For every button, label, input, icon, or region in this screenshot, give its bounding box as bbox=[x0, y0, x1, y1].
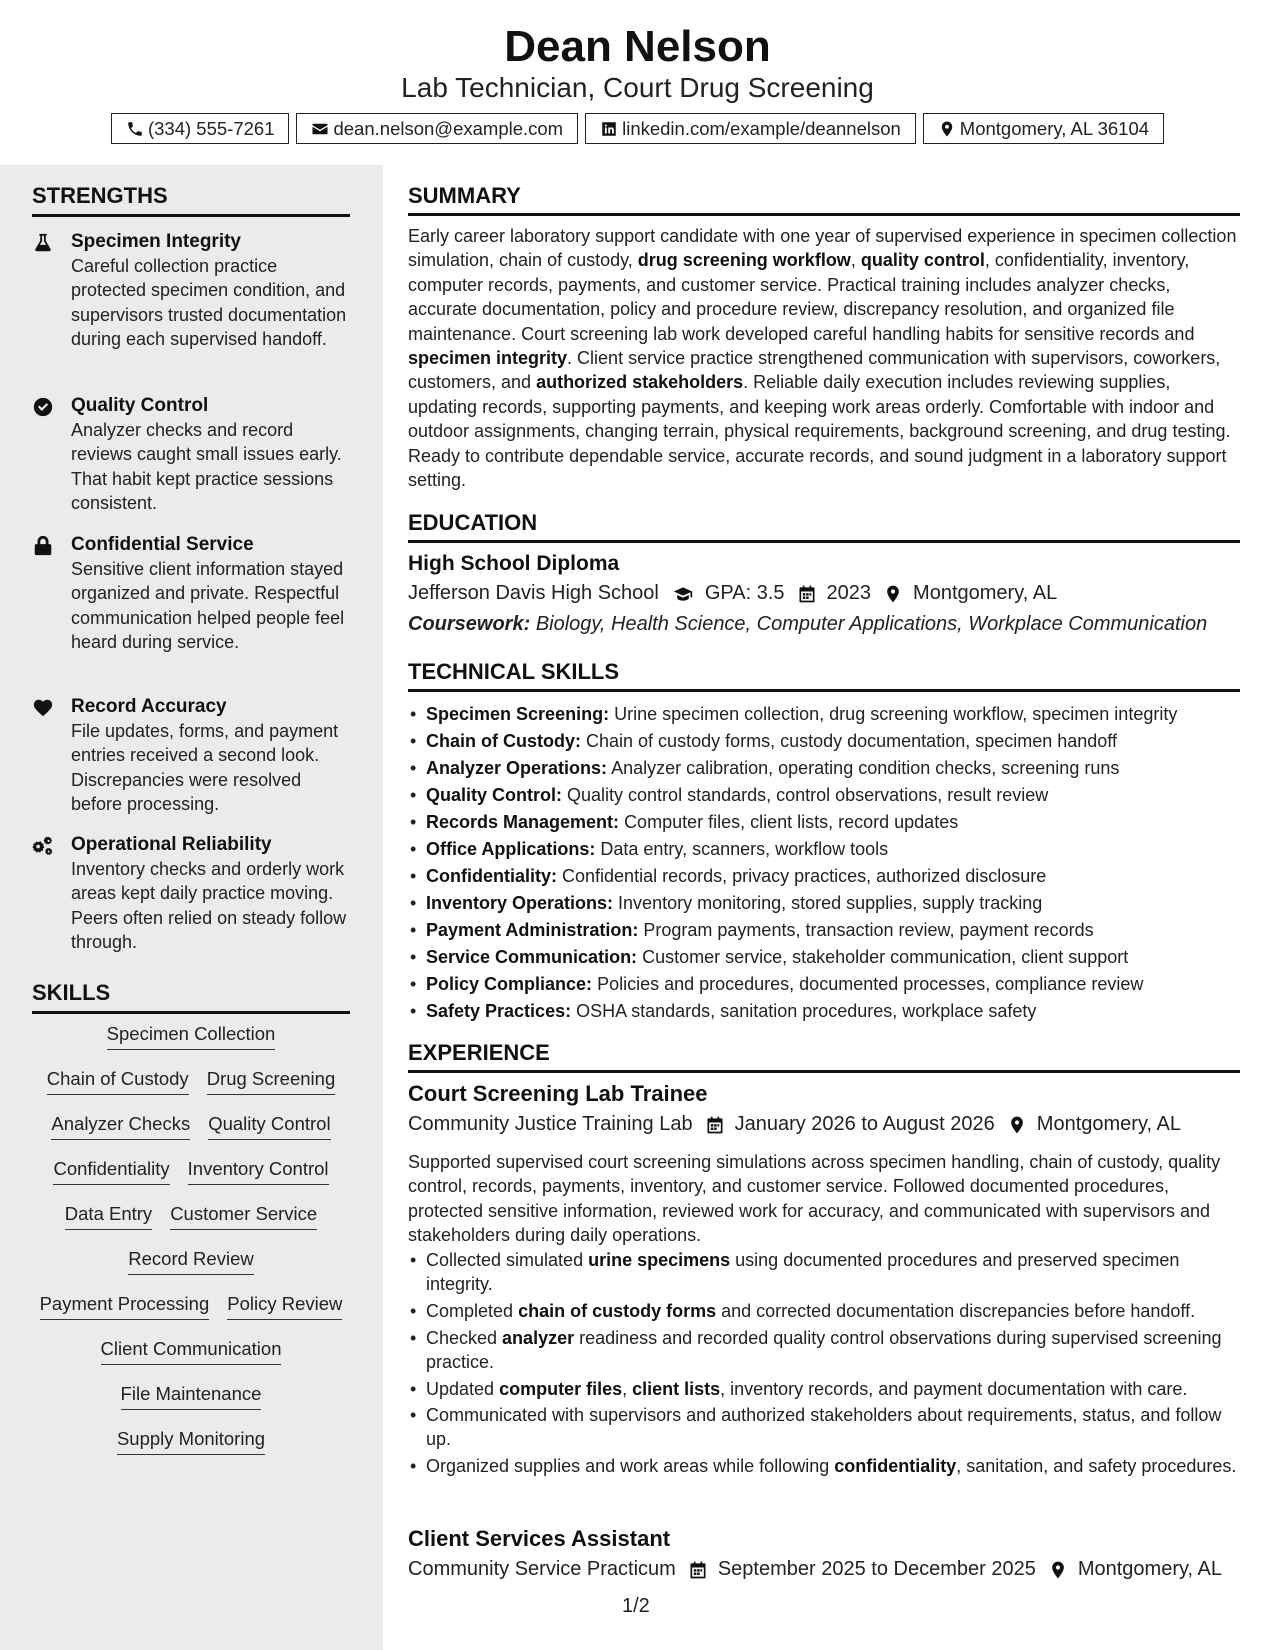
contact-email[interactable] bbox=[296, 113, 578, 144]
skill-label: Quality Control: bbox=[426, 785, 562, 805]
bullet-emphasis: analyzer bbox=[502, 1327, 575, 1348]
list-item bbox=[408, 836, 1240, 863]
list-item bbox=[408, 944, 1240, 971]
skill-detail: OSHA standards, sanitation procedures, workplace safety bbox=[576, 1001, 1037, 1021]
contact-bar bbox=[0, 113, 1275, 144]
list-item bbox=[408, 917, 1240, 944]
bullet-text: Completed bbox=[426, 1300, 519, 1321]
bullet-emphasis: computer files bbox=[499, 1378, 623, 1399]
summary-segment: Early career laboratory support candidate with one year of supervised experience in specimen collection simulation, chain of custody, bbox=[408, 226, 1237, 271]
page-number: 1/2 bbox=[622, 1595, 650, 1617]
skill-label: Specimen Screening: bbox=[426, 704, 610, 724]
skill-label: Confidentiality: bbox=[426, 866, 557, 886]
strength-item bbox=[32, 532, 357, 655]
list-item bbox=[408, 1326, 1240, 1374]
skill-label: Policy Compliance: bbox=[426, 974, 593, 994]
summary-segment: . Client service practice strengthened communication with supervisors, coworkers, customers, and bbox=[408, 348, 1221, 393]
strength-desc: Analyzer checks and record reviews caught small issues early. That habit kept practice sessions consistent. bbox=[71, 420, 342, 514]
job-meta bbox=[408, 1558, 1222, 1581]
skill-detail: Customer service, stakeholder communication, client support bbox=[642, 947, 1129, 967]
education-meta bbox=[408, 582, 1057, 605]
job-title: Client Services Assistant bbox=[408, 1526, 671, 1551]
skill-tags bbox=[20, 1022, 362, 1472]
contact-phone[interactable] bbox=[111, 113, 290, 144]
list-item bbox=[408, 1248, 1240, 1296]
bullet-emphasis: urine specimens bbox=[588, 1250, 731, 1270]
list-item bbox=[408, 755, 1240, 782]
skill-detail: Policies and procedures, documented processes, compliance review bbox=[597, 974, 1144, 994]
summary-segment: , confidentiality, inventory, computer records, payments, and customer service. Practical training includes analyzer checks, accurate documentation, policy and procedure review, discrepancy resolution, and organized file maintenance. Court screening lab work developed careful handling habits for sensitive records and bbox=[408, 250, 1195, 344]
list-item bbox=[408, 890, 1240, 917]
bullet-emphasis: chain of custody forms bbox=[518, 1300, 717, 1321]
strength-title: Confidential Service bbox=[71, 534, 254, 555]
job-dates: January 2026 to August 2026 bbox=[734, 1113, 995, 1135]
coursework-list: Biology, Health Science, Computer Applications, Workplace Communication bbox=[535, 613, 1208, 635]
map-pin-icon bbox=[883, 584, 903, 604]
job-location: Montgomery, AL bbox=[1077, 1558, 1222, 1580]
technical-skills-list bbox=[408, 701, 1240, 1025]
bullet-emphasis: client lists bbox=[632, 1378, 721, 1399]
strength-item bbox=[32, 229, 357, 352]
skill-tag: Drug Screening bbox=[207, 1067, 336, 1095]
skills-heading: SKILLS bbox=[32, 980, 350, 1014]
strength-item bbox=[32, 832, 357, 955]
skill-label: Inventory Operations: bbox=[426, 893, 614, 913]
job-bullets bbox=[408, 1248, 1240, 1481]
lock-icon bbox=[32, 535, 54, 557]
flask-icon bbox=[32, 232, 54, 254]
skill-detail: Urine specimen collection, drug screening workflow, specimen integrity bbox=[614, 704, 1178, 724]
linkedin-icon bbox=[600, 120, 618, 138]
list-item bbox=[408, 1403, 1240, 1451]
list-item bbox=[408, 701, 1240, 728]
strength-title: Specimen Integrity bbox=[71, 231, 241, 252]
summary-emphasis: authorized stakeholders bbox=[536, 372, 744, 393]
gears-icon bbox=[32, 835, 54, 857]
list-item bbox=[408, 728, 1240, 755]
summary-segment: , bbox=[850, 250, 861, 271]
job-summary: Supported supervised court screening simulations across specimen handling, chain of custody, quality control, records, payments, inventory, and customer service. Followed documented procedures, protected sensitive information, reviewed work for accuracy, and communicated with supervisors and stakeholders during daily operations. bbox=[408, 1152, 1221, 1246]
gpa: GPA: 3.5 bbox=[704, 582, 785, 604]
bullet-text: using documented procedures and preserved specimen integrity. bbox=[426, 1250, 1180, 1295]
strength-desc: Inventory checks and orderly work areas kept daily practice moving. Peers often relied on steady follow through. bbox=[71, 859, 347, 953]
summary-emphasis: drug screening workflow bbox=[637, 250, 851, 271]
graduation-cap-icon bbox=[671, 584, 695, 604]
check-circle-icon bbox=[32, 396, 54, 418]
skill-row bbox=[20, 1247, 362, 1292]
list-item bbox=[408, 809, 1240, 836]
skill-tag: Record Review bbox=[128, 1247, 253, 1275]
bullet-text: , inventory records, and payment documentation with care. bbox=[720, 1378, 1188, 1399]
skill-label: Service Communication: bbox=[426, 947, 638, 967]
strength-item bbox=[32, 393, 357, 516]
skill-label: Chain of Custody: bbox=[426, 731, 581, 751]
bullet-text: Communicated with supervisors and authorized stakeholders about requirements, status, and follow up. bbox=[426, 1405, 1222, 1450]
skill-tag: Analyzer Checks bbox=[51, 1112, 190, 1140]
bullet-emphasis: confidentiality bbox=[834, 1456, 957, 1477]
skill-row bbox=[20, 1337, 362, 1382]
job-location: Montgomery, AL bbox=[1036, 1113, 1181, 1135]
summary-text bbox=[408, 224, 1240, 492]
calendar-icon bbox=[705, 1115, 725, 1135]
strength-desc: Careful collection practice protected specimen condition, and supervisors trusted documentation during each supervised handoff. bbox=[71, 256, 347, 350]
skill-tag: Client Communication bbox=[101, 1337, 282, 1365]
skill-tag: Inventory Control bbox=[188, 1157, 329, 1185]
strength-title: Record Accuracy bbox=[71, 696, 227, 717]
strength-desc: File updates, forms, and payment entries received a second look. Discrepancies were resolved before processing. bbox=[71, 721, 339, 815]
list-item bbox=[408, 1299, 1240, 1323]
experience-heading: EXPERIENCE bbox=[408, 1040, 1240, 1073]
bullet-text: and corrected documentation discrepancies before handoff. bbox=[716, 1300, 1196, 1321]
strength-title: Operational Reliability bbox=[71, 834, 272, 855]
skill-detail: Data entry, scanners, workflow tools bbox=[600, 839, 889, 859]
skill-tag: Data Entry bbox=[65, 1202, 152, 1230]
map-pin-icon bbox=[1007, 1115, 1027, 1135]
candidate-name: Dean Nelson bbox=[504, 22, 771, 71]
skill-tag: File Maintenance bbox=[121, 1382, 262, 1410]
strength-title: Quality Control bbox=[71, 395, 209, 416]
location-text: Montgomery, AL 36104 bbox=[959, 117, 1150, 139]
skill-detail: Confidential records, privacy practices, authorized disclosure bbox=[562, 866, 1047, 886]
bullet-text: , sanitation, and safety procedures. bbox=[956, 1456, 1237, 1477]
skill-detail: Quality control standards, control observations, result review bbox=[567, 785, 1049, 805]
skill-tag: Customer Service bbox=[170, 1202, 317, 1230]
skill-row bbox=[20, 1382, 362, 1427]
skill-label: Records Management: bbox=[426, 812, 620, 832]
bullet-text: , bbox=[622, 1378, 633, 1399]
candidate-title: Lab Technician, Court Drug Screening bbox=[401, 72, 874, 103]
skill-row bbox=[20, 1427, 362, 1472]
education-location: Montgomery, AL bbox=[913, 582, 1058, 604]
calendar-icon bbox=[797, 584, 817, 604]
skill-detail: Computer files, client lists, record updates bbox=[624, 812, 959, 832]
skill-tag: Specimen Collection bbox=[107, 1022, 276, 1050]
phone-text: (334) 555-7261 bbox=[147, 117, 275, 139]
technical-skills-heading: TECHNICAL SKILLS bbox=[408, 659, 1240, 692]
bullet-text: Updated bbox=[426, 1378, 500, 1399]
skill-detail: Chain of custody forms, custody documentation, specimen handoff bbox=[586, 731, 1117, 751]
skill-row bbox=[20, 1022, 362, 1067]
heart-icon bbox=[32, 697, 54, 719]
map-pin-icon bbox=[1048, 1560, 1068, 1580]
skill-row bbox=[20, 1157, 362, 1202]
skill-tag: Chain of Custody bbox=[47, 1067, 189, 1095]
envelope-icon bbox=[311, 120, 329, 138]
bullet-text: Collected simulated bbox=[426, 1250, 589, 1270]
strength-item bbox=[32, 694, 357, 817]
skill-tag: Payment Processing bbox=[40, 1292, 210, 1320]
skill-row bbox=[20, 1292, 362, 1337]
calendar-icon bbox=[688, 1560, 708, 1580]
skill-detail: Program payments, transaction review, payment records bbox=[643, 920, 1094, 940]
linkedin-text: linkedin.com/example/deannelson bbox=[622, 117, 901, 139]
skill-detail: Inventory monitoring, stored supplies, supply tracking bbox=[618, 893, 1043, 913]
job-meta bbox=[408, 1113, 1181, 1136]
skill-tag: Confidentiality bbox=[53, 1157, 169, 1185]
map-pin-icon bbox=[938, 120, 956, 138]
list-item bbox=[408, 971, 1240, 998]
job-org: Community Justice Training Lab bbox=[408, 1113, 693, 1135]
job-title: Court Screening Lab Trainee bbox=[408, 1081, 708, 1106]
skill-row bbox=[20, 1202, 362, 1247]
list-item bbox=[408, 1377, 1240, 1401]
coursework-label: Coursework: bbox=[408, 613, 531, 635]
strength-desc: Sensitive client information stayed organized and private. Respectful communication helped people feel heard during service. bbox=[71, 559, 345, 653]
job-dates: September 2025 to December 2025 bbox=[717, 1558, 1036, 1580]
strengths-heading: STRENGTHS bbox=[32, 183, 350, 217]
contact-location[interactable] bbox=[923, 113, 1164, 144]
bullet-text: Checked bbox=[426, 1327, 503, 1348]
summary-emphasis: quality control bbox=[860, 250, 985, 271]
skill-label: Analyzer Operations: bbox=[426, 758, 608, 778]
skill-label: Payment Administration: bbox=[426, 920, 639, 940]
skill-row bbox=[20, 1067, 362, 1112]
list-item bbox=[408, 1454, 1240, 1478]
bullet-text: readiness and recorded quality control observations during supervised screening practice. bbox=[426, 1327, 1222, 1372]
skill-label: Office Applications: bbox=[426, 839, 596, 859]
skill-row bbox=[20, 1112, 362, 1157]
skill-tag: Quality Control bbox=[208, 1112, 330, 1140]
education-degree: High School Diploma bbox=[408, 552, 620, 575]
list-item bbox=[408, 863, 1240, 890]
contact-linkedin[interactable] bbox=[585, 113, 916, 144]
list-item bbox=[408, 782, 1240, 809]
skill-tag: Policy Review bbox=[227, 1292, 342, 1320]
phone-icon bbox=[126, 120, 144, 138]
coursework bbox=[408, 613, 1207, 636]
education-heading: EDUCATION bbox=[408, 510, 1240, 543]
summary-emphasis: specimen integrity bbox=[408, 348, 568, 369]
list-item bbox=[408, 998, 1240, 1025]
skill-detail: Analyzer calibration, operating condition checks, screening runs bbox=[611, 758, 1120, 778]
school-name: Jefferson Davis High School bbox=[408, 582, 659, 604]
skill-label: Safety Practices: bbox=[426, 1001, 572, 1021]
graduation-year: 2023 bbox=[826, 582, 872, 604]
skill-tag: Supply Monitoring bbox=[117, 1427, 265, 1455]
resume-header bbox=[0, 0, 1275, 165]
bullet-text: Organized supplies and work areas while following bbox=[426, 1456, 835, 1477]
summary-segment: . Reliable daily execution includes reviewing supplies, updating records, supporting payments, and keeping work areas orderly. Comfortable with indoor and outdoor assignments, changing terrain, physical requirements, background screening, and drug testing. Ready to contribute dependable service, accurate records, and sound judgment in a laboratory support setting. bbox=[408, 372, 1231, 491]
summary-heading: SUMMARY bbox=[408, 183, 1240, 216]
job-org: Community Service Practicum bbox=[408, 1558, 676, 1580]
email-text: dean.nelson@example.com bbox=[333, 117, 564, 139]
